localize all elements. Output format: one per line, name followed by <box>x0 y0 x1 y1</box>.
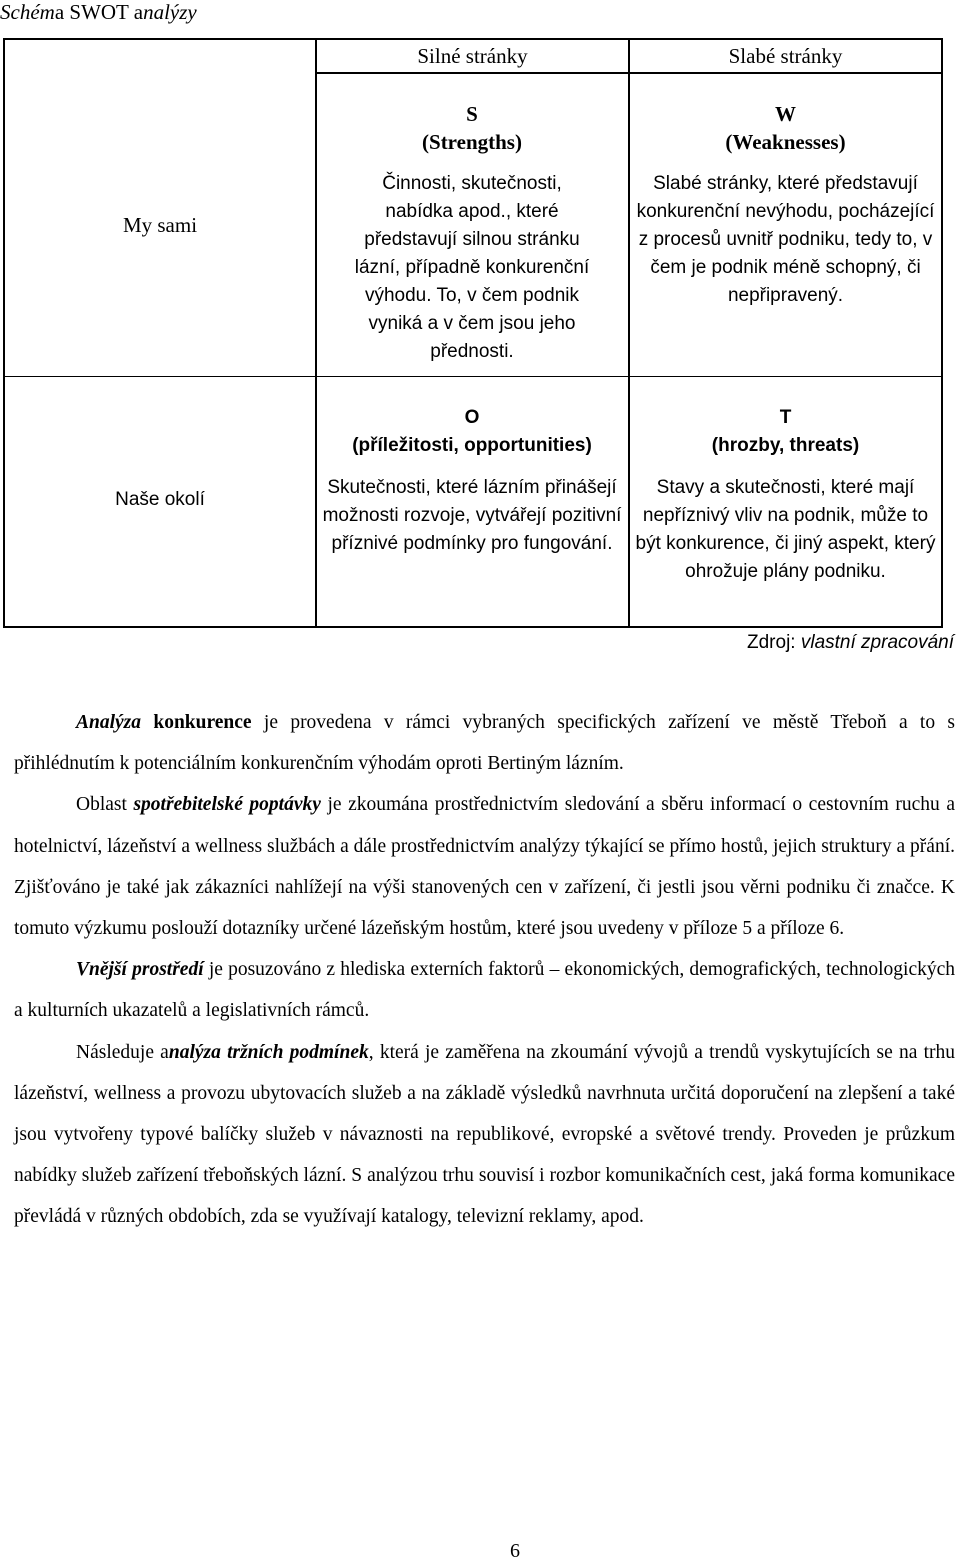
paragraph-competition: Analýza konkurence je provedena v rámci vybraných specifických zařízení ve městě Třeboň a to s přihlédnutím k potenciálním konkurenčním výhodám oproti Bertiným lázním. <box>14 712 955 775</box>
strengths-cell <box>347 100 597 366</box>
paragraph-market-conditions: Následuje analýza tržních podmínek, která je zaměřena na zkoumání vývojů a trendů vyskytujících se na trhu lázeňství, wellness a provozu ubytovacích služeb a na základě výsledků navrhnuta určitá doporučení na zlepšení a také jsou vytvořeny typové balíčky služeb v návaznosti na republikové, evropské a světové trendy. Proveden je průzkum nabídky služeb zařízení třeboňských lázní. S analýzou trhu souvisí i rozbor komunikačních cest, jaká forma komunikace převládá v různých obdobích, zda se využívají katalogy, televizní reklamy, apod. <box>14 1041 955 1228</box>
weaknesses-cell <box>633 100 938 310</box>
strengths-description: Činnosti, skutečnosti, nabídka apod., které představují silnou stránku lázní, případně konkurenční výhodu. To, v čem podnik vyniká a v čem jsou jeho přednosti. <box>354 173 590 362</box>
source-note: Zdroj: vlastní zpracování <box>747 632 954 653</box>
threats-description: Stavy a skutečnosti, které mají nepříznivý vliv na podnik, může to být konkurence, či jiný aspekt, který ohrožuje plány podniku. <box>635 477 936 582</box>
strengths-letter: S <box>466 102 478 126</box>
header-weaknesses: Slabé stránky <box>728 44 843 68</box>
weaknesses-letter: W <box>775 102 796 126</box>
table-border-bottom <box>3 626 943 628</box>
weaknesses-title: (Weaknesses) <box>725 130 846 154</box>
page-number: 6 <box>510 1540 520 1562</box>
threats-title: (hrozby, threats) <box>711 435 860 456</box>
paragraph-consumer-demand: Oblast spotřebitelské poptávky je zkoumána prostřednictvím sledování a sběru informací o cestovním ruchu a hotelnictví, lázeňství a wellness službách a dále prostřednictvím analýzy týkající se přímo hostů, jejich struktury a přání. Zjišťováno je také jak zákazníci nahlížejí na výši stanovených cen v zařízení, či jestli jsou věrni podniku či značce. K tomuto výzkumu poslouží dotazníky určené lázeňským hostům, které jsou uvedeny v příloze 5 a příloze 6. <box>14 794 955 940</box>
row-label-external: Naše okolí <box>115 489 205 510</box>
table-col-divider-1 <box>315 38 317 628</box>
table-caption: Schéma SWOT analýzy <box>0 0 197 24</box>
paragraph-external-environment: Vnější prostředí je posuzováno z hlediska externích faktorů – ekonomických, demografických, technologických a kulturních ukazatelů a legislativních rámců. <box>14 959 956 1022</box>
opportunities-letter: O <box>464 407 480 428</box>
weaknesses-description: Slabé stránky, které představují konkurenční nevýhodu, pocházející z procesů uvnitř podniku, tedy to, v čem je podnik méně schopný, či nepřipravený. <box>636 173 935 306</box>
row-label-internal: My sami <box>122 213 198 237</box>
header-strengths: Silné stránky <box>417 44 528 68</box>
table-row-divider <box>3 376 943 377</box>
table-border-left <box>3 38 5 628</box>
opportunities-title: (příležitosti, opportunities) <box>352 435 592 456</box>
body-text <box>14 702 955 1238</box>
opportunities-description: Skutečnosti, které lázním přinášejí možnosti rozvoje, vytvářejí pozitivní příznivé podmínky pro fungování. <box>322 477 622 554</box>
threats-cell <box>633 404 938 586</box>
table-border-right <box>941 38 943 628</box>
opportunities-cell <box>319 404 625 558</box>
strengths-title: (Strengths) <box>422 130 522 154</box>
table-border-top <box>3 38 943 40</box>
table-col-divider-2 <box>628 38 630 628</box>
threats-letter: T <box>779 407 792 428</box>
swot-table <box>3 38 943 628</box>
